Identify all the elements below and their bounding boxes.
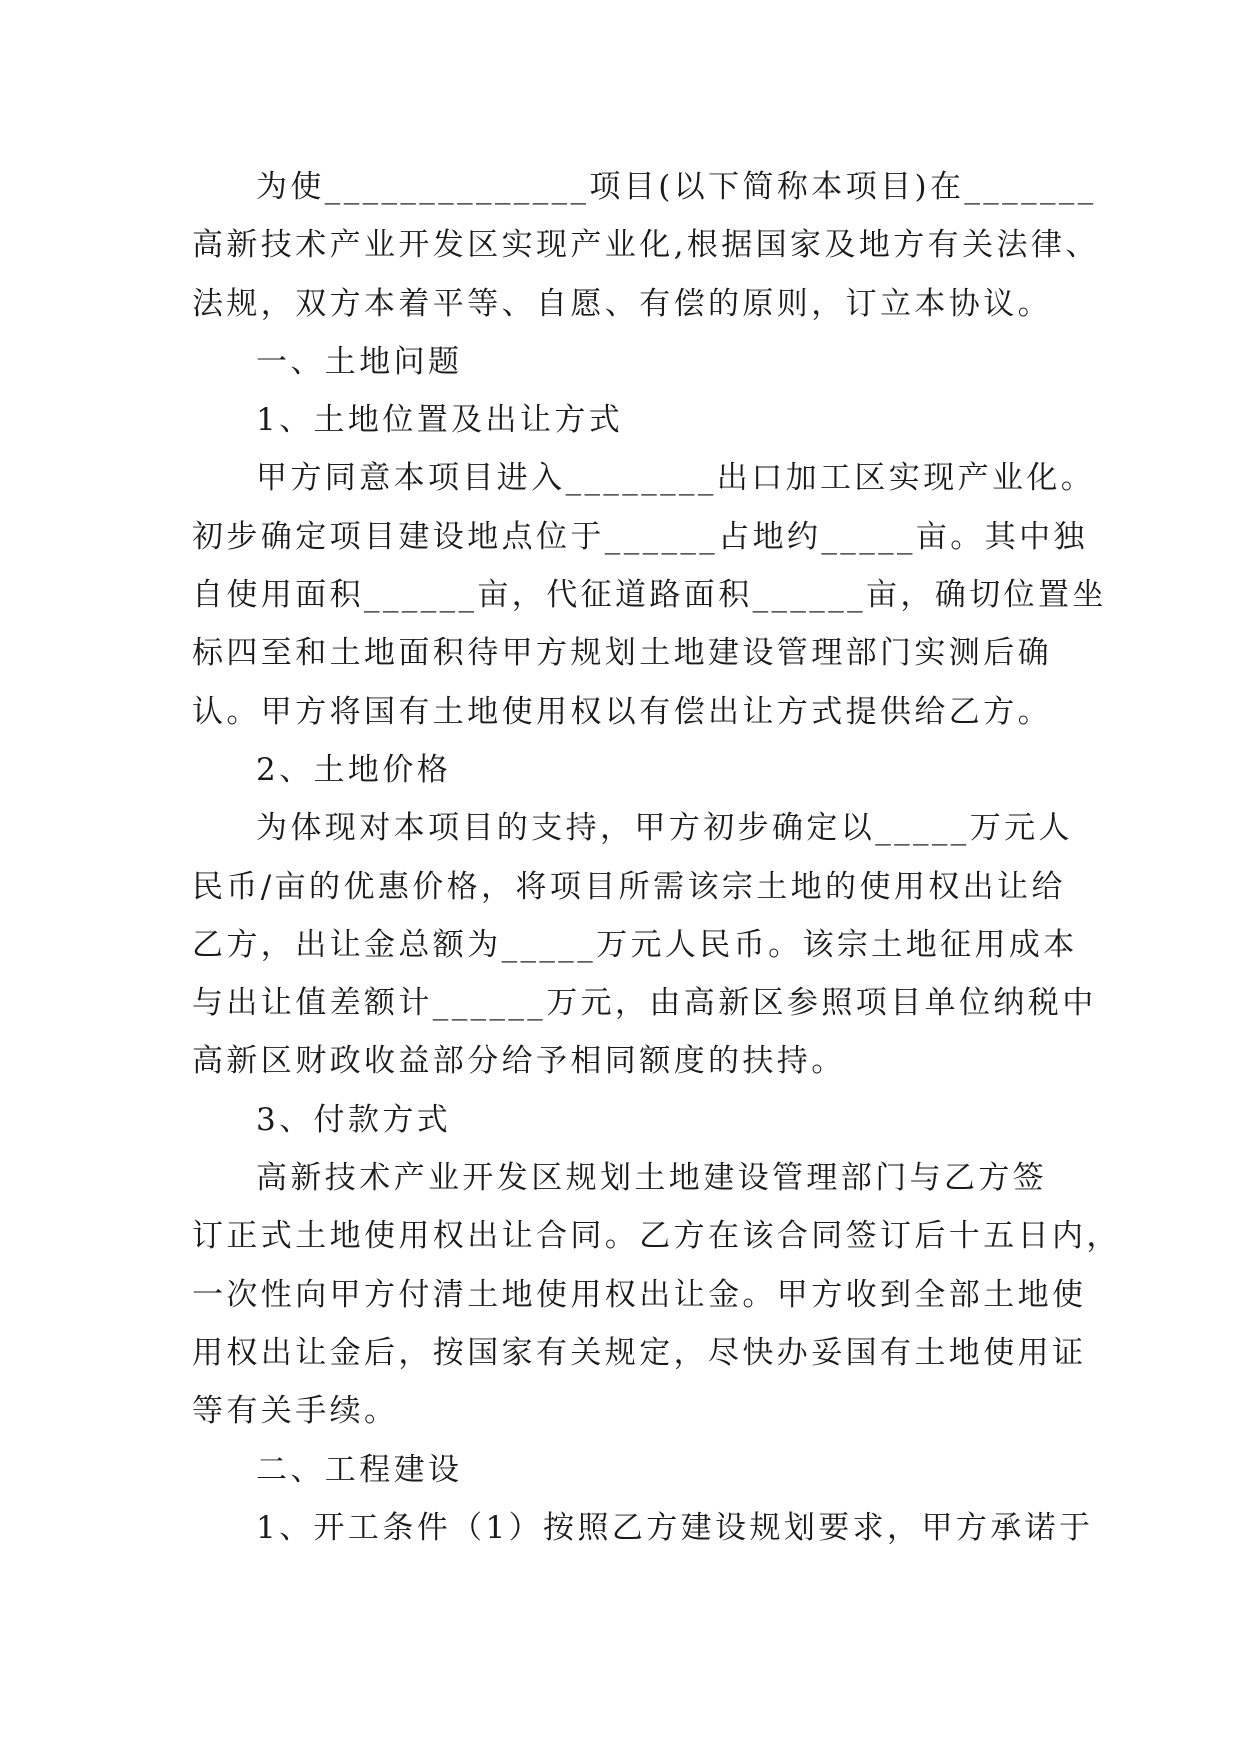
paragraph-land-price-line-1: 为体现对本项目的支持，甲方初步确定以_____万元人	[256, 810, 1073, 847]
subheading-land-price: 2、土地价格	[256, 751, 452, 788]
subheading-land-location: 1、土地位置及出让方式	[256, 402, 624, 439]
paragraph-intro-line-2: 高新技术产业开发区实现产业化,根据国家及地方有关法律、	[192, 227, 1100, 264]
paragraph-payment-line-5: 等有关手续。	[192, 1393, 399, 1430]
paragraph-start-conditions-line-1: 1、开工条件（1）按照乙方建设规划要求，甲方承诺于	[256, 1509, 1094, 1546]
paragraph-payment-line-1: 高新技术产业开发区规划土地建设管理部门与乙方签	[256, 1160, 1048, 1197]
paragraph-payment-line-4: 用权出让金后，按国家有关规定，尽快办妥国有土地使用证	[192, 1334, 1087, 1371]
paragraph-land-location-line-3: 自使用面积______亩，代征道路面积______亩，确切位置坐	[192, 577, 1107, 614]
paragraph-land-price-line-2: 民币/亩的优惠价格，将项目所需该宗土地的使用权出让给	[192, 868, 1066, 905]
paragraph-land-price-line-4: 与出让值差额计______万元，由高新区参照项目单位纳税中	[192, 985, 1097, 1022]
paragraph-payment-line-3: 一次性向甲方付清土地使用权出让金。甲方收到全部土地使	[192, 1276, 1087, 1313]
paragraph-land-location-line-2: 初步确定项目建设地点位于______占地约_____亩。其中独	[192, 518, 1088, 555]
paragraph-payment-line-2: 订正式土地使用权出让合同。乙方在该合同签订后十五日内，	[192, 1218, 1121, 1255]
paragraph-land-location-line-4: 标四至和土地面积待甲方规划土地建设管理部门实测后确	[192, 635, 1052, 672]
document-page	[192, 158, 1121, 1557]
section-heading-construction: 二、工程建设	[256, 1451, 463, 1488]
paragraph-land-location-line-1: 甲方同意本项目进入________出口加工区实现产业化。	[256, 460, 1096, 497]
paragraph-intro-line-1: 为使______________项目(以下简称本项目)在_______	[256, 169, 1097, 205]
paragraph-intro-line-3: 法规，双方本着平等、自愿、有偿的原则，订立本协议。	[192, 285, 1052, 322]
subheading-payment-method: 3、付款方式	[256, 1101, 452, 1138]
paragraph-land-location-line-5: 认。甲方将国有土地使用权以有偿出让方式提供给乙方。	[192, 693, 1052, 730]
paragraph-land-price-line-3: 乙方，出让金总额为_____万元人民币。该宗土地征用成本	[192, 926, 1078, 963]
paragraph-land-price-line-5: 高新区财政收益部分给予相同额度的扶持。	[192, 1043, 846, 1080]
section-heading-land: 一、土地问题	[256, 343, 463, 380]
